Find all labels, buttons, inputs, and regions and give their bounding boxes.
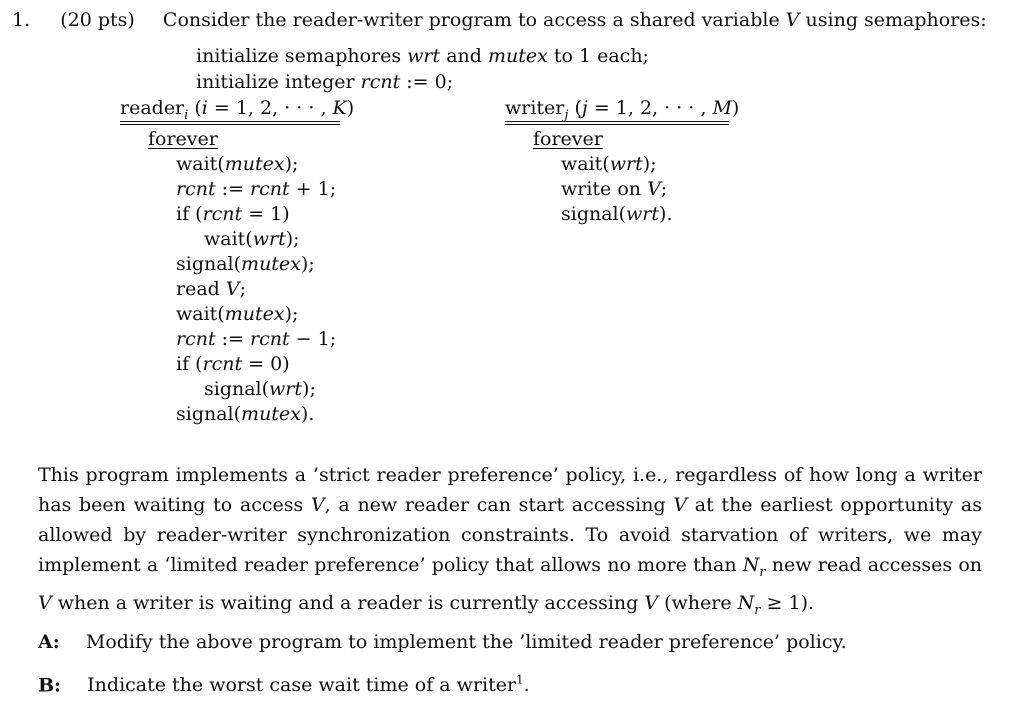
init-line-1: initialize semaphores wrt and mutex to 1 each; <box>196 45 649 67</box>
writer-rule-top <box>505 121 729 122</box>
reader-line: wait(mutex); <box>176 153 299 175</box>
reader-forever: forever <box>148 128 218 150</box>
reader-line: rcnt := rcnt − 1; <box>176 328 337 350</box>
reader-line: rcnt := rcnt + 1; <box>176 178 337 200</box>
writer-line: wait(wrt); <box>561 153 657 175</box>
reader-line: if (rcnt = 0) <box>176 353 290 375</box>
part-a <box>38 630 847 654</box>
question-points: (20 pts) <box>60 9 135 31</box>
writer-forever: forever <box>533 128 603 150</box>
reader-line: read V; <box>176 278 246 300</box>
part-b <box>38 668 530 697</box>
init-line-2: initialize integer rcnt := 0; <box>196 71 454 93</box>
reader-line: wait(wrt); <box>204 228 300 250</box>
reader-line: signal(wrt); <box>204 378 316 400</box>
part-b-label: B: <box>38 674 62 697</box>
reader-line: wait(mutex); <box>176 303 299 325</box>
part-a-label: A: <box>38 631 60 653</box>
reader-line: signal(mutex). <box>176 403 315 425</box>
question-prompt: Consider the reader-writer program to access a shared variable V using semaphores: <box>162 9 987 31</box>
writer-line: signal(wrt). <box>561 203 673 225</box>
part-b-text: Indicate the worst case wait time of a writer$^1$. <box>87 673 530 697</box>
part-a-text: Modify the above program to implement the ’limited reader preference’ policy. <box>85 631 847 653</box>
writer-heading: writer$_j$ (j = 1, 2, · · · , M) <box>505 97 740 123</box>
reader-rule-top <box>120 121 340 122</box>
writer-rule-bottom <box>505 124 729 125</box>
question-header <box>12 8 987 32</box>
reader-line: signal(mutex); <box>176 253 315 275</box>
reader-heading: reader$_i$ (i = 1, 2, · · · , K) <box>120 97 355 123</box>
question-number: 1. <box>12 9 31 31</box>
writer-line: write on V; <box>561 178 668 200</box>
reader-rule-bottom <box>120 124 340 125</box>
reader-line: if (rcnt = 1) <box>176 203 290 225</box>
policy-paragraph: This program implements a ’strict reader preference’ policy, i.e., regardless of how long a writer has been waiting to access V, a new reader can start accessing V at the earliest opportunity as allowed by reader-writer synchronization constraints. To avoid starvation of writers, we may implement a ‘limited reader preference’ policy that allows no more than $N_r$ new read accesses on V when a writer is waiting and a reader is currently accessing V (where $N_r \ge 1$). <box>38 464 983 618</box>
